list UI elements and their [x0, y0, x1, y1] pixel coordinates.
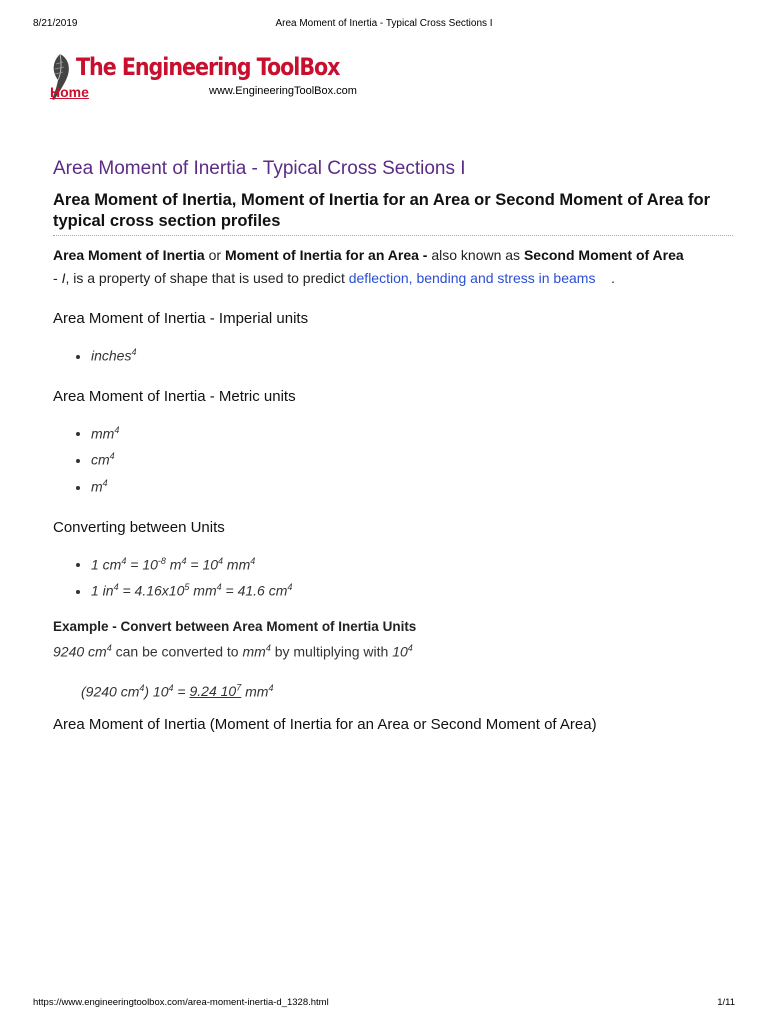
page-url: https://www.engineeringtoolbox.com/area-moment-inertia-d_1328.html [33, 997, 329, 1008]
print-date: 8/21/2019 [33, 18, 78, 29]
example-heading: Example - Convert between Area Moment of Inertia Units [53, 618, 417, 634]
intro-rest: , is a property of shape that is used to predict [65, 270, 345, 286]
site-logo[interactable] [46, 50, 376, 110]
intro-paragraph [53, 244, 733, 290]
metric-units-heading: Area Moment of Inertia - Metric units [53, 387, 296, 405]
intro-term-2: Moment of Inertia for an Area - [224, 247, 428, 263]
page-title: Area Moment of Inertia - Typical Cross Sections I [53, 158, 466, 179]
converting-units-heading: Converting between Units [53, 518, 225, 536]
conversion-list [53, 550, 733, 603]
page-number: 1/11 [717, 997, 735, 1008]
list-item: • 1 $cm^4 = 10^{-8}$ $m^4 = 10^4$ $mm^4$ [91, 550, 733, 577]
list-item: • $mm^4$ [91, 419, 733, 446]
example-calculation: (9240 $cm^4$) $10^4 = 9.24$ $10^7$ $mm^4$ [81, 682, 274, 700]
deflection-bending-stress-link[interactable]: deflection, bending and stress in beams [348, 270, 596, 286]
intro-or: or [208, 247, 222, 263]
list-item: • $m^4$ [91, 472, 733, 499]
imperial-units-list [53, 341, 733, 368]
page-subtitle: Area Moment of Inertia, Moment of Inertia for an Area or Second Moment of Area for typical cross section profiles [53, 190, 733, 236]
intro-term-1: Area Moment of Inertia [53, 247, 205, 263]
moment-of-inertia-heading: Area Moment of Inertia (Moment of Inertia for an Area or Second Moment of Area) [53, 716, 597, 734]
intro-aka: also known as [431, 247, 521, 263]
site-url: www.EngineeringToolBox.com [209, 85, 357, 97]
print-title: Area Moment of Inertia - Typical Cross Sections I [275, 18, 493, 29]
intro-end: . [611, 270, 615, 286]
example-text: 9240 $cm^4$ can be converted to $mm^4$ by multiplying with $10^4$ [53, 642, 413, 660]
brand-name: The Engineering ToolBox [76, 53, 340, 81]
calculation-result: 9.24 $10^7$ [189, 682, 242, 700]
article [53, 158, 733, 733]
list-item: • 1 $in^4 = 4.16x10^5$ $mm^4 = 41.6$ $cm^4$ [91, 576, 733, 603]
list-item: • inches$^4$ [91, 341, 733, 368]
intro-term-3: Second Moment of Area [523, 247, 684, 263]
intro-dash: - [53, 270, 58, 286]
metric-units-list [53, 419, 733, 499]
list-item: • $cm^4$ [91, 445, 733, 472]
intro-symbol: I [61, 270, 66, 286]
home-link[interactable]: Home [50, 84, 89, 100]
imperial-units-heading: Area Moment of Inertia - Imperial units [53, 310, 309, 327]
